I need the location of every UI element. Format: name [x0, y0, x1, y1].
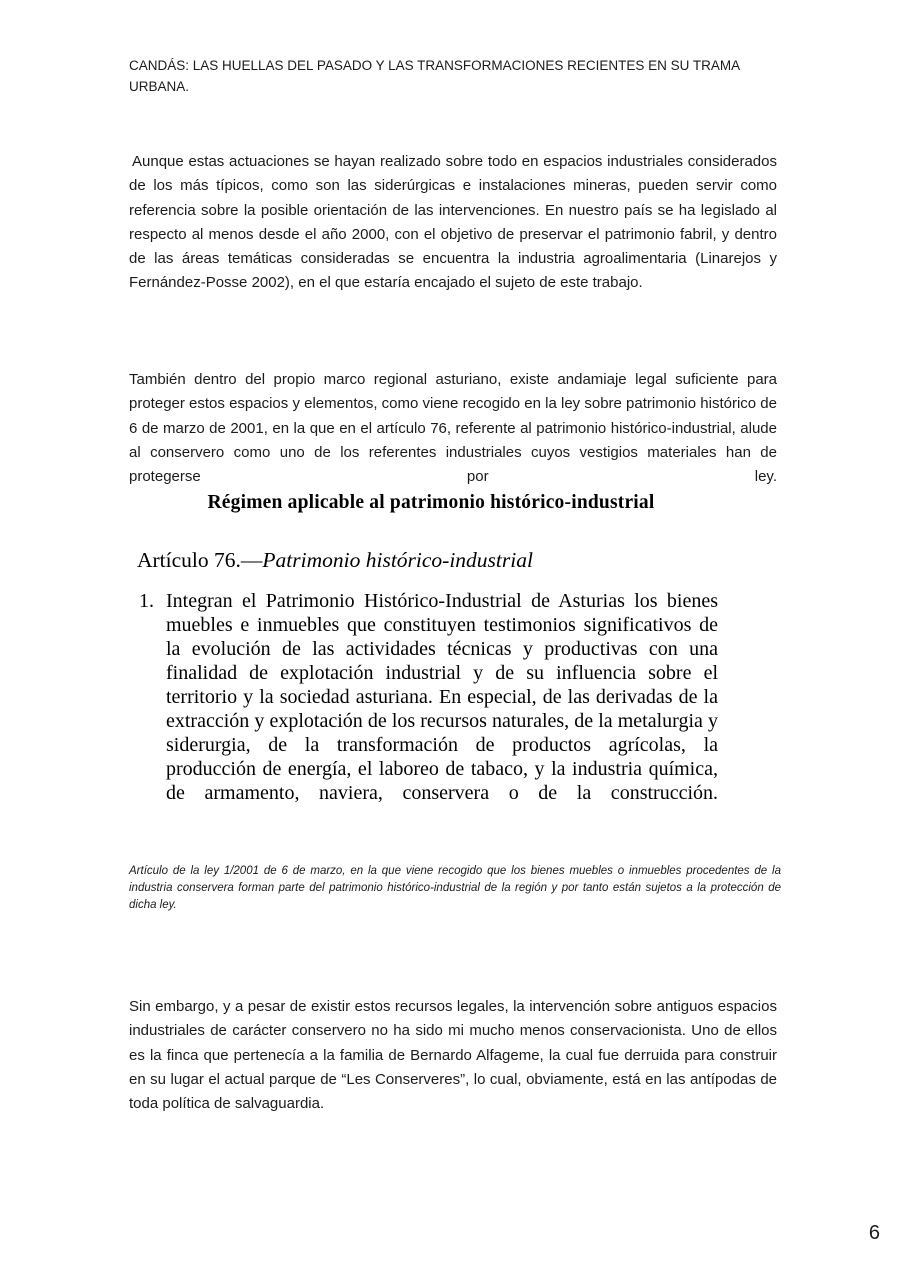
figure-caption: Artículo de la ley 1/2001 de 6 de marzo, en la que viene recogido que los bienes muebles o inmuebles procedentes de la industria conservera forman parte del patrimonio histórico-industrial de la región y por tanto están sujetos a la protección de dicha ley. [129, 865, 781, 911]
excerpt-heading: Régimen aplicable al patrimonio histórico-industrial [207, 492, 655, 513]
list-number: 1. [139, 590, 154, 612]
page-number: 6 [868, 1222, 880, 1244]
law-excerpt-scan [101, 492, 761, 805]
paragraph-3: Sin embargo, y a pesar de existir estos recursos legales, la intervención sobre antiguos espacios industriales de carácter conservero no ha sido mi mucho menos conservacionista. Uno de ellos es la finca que pertenecía a la familia de Bernardo Alfageme, la cual fue derruida para construir en su lugar el actual parque de “Les Conserveres”, lo cual, obviamente, está en las antípodas de toda política de salvaguardia. [129, 998, 777, 1113]
excerpt-article-title [137, 548, 761, 573]
excerpt-item-text: Integran el Patrimonio Histórico-Industrial de Asturias los bienes muebles e inmuebles que constituyen testimonios significativos de la evolución de las actividades técnicas y productivas con una finalidad de explotación industrial y de su influencia sobre el territorio y la sociedad asturiana. En especial, de las derivadas de la extracción y explotación de los recursos naturales, de la metalurgia y siderurgia, de la transformación de productos agrícolas, la producción de energía, el laboreo de tabaco, y la industria química, de armamento, naviera, conservera o de la construcción. [166, 590, 718, 804]
excerpt-article-name: Patrimonio histórico-industrial [262, 548, 533, 572]
document-header: CANDÁS: LAS HUELLAS DEL PASADO Y LAS TRANSFORMACIONES RECIENTES EN SU TRAMA URBANA. [129, 58, 740, 94]
excerpt-list-item [139, 589, 761, 805]
excerpt-article-number: Artículo 76.— [137, 548, 263, 572]
paragraph-2: También dentro del propio marco regional asturiano, existe andamiaje legal suficiente para proteger estos espacios y elementos, como viene recogido en la ley sobre patrimonio histórico de 6 de marzo de 2001, en la que en el artículo 76, referente al patrimonio histórico-industrial, alude al conservero como uno de los referentes industriales cuyos vestigios materiales han de protegerse por ley. [129, 371, 777, 486]
paragraph-1: Aunque estas actuaciones se hayan realizado sobre todo en espacios industriales considerados de los más típicos, como son las siderúrgicas e instalaciones mineras, pueden servir como referencia sobre la posible orientación de las intervenciones. En nuestro país se ha legislado al respecto al menos desde el año 2000, con el objetivo de preservar el patrimonio fabril, y dentro de las áreas temáticas consideradas se encuentra la industria agroalimentaria (Linarejos y Fernández-Posse 2002), en el que estaría encajado el sujeto de este trabajo. [129, 153, 777, 292]
